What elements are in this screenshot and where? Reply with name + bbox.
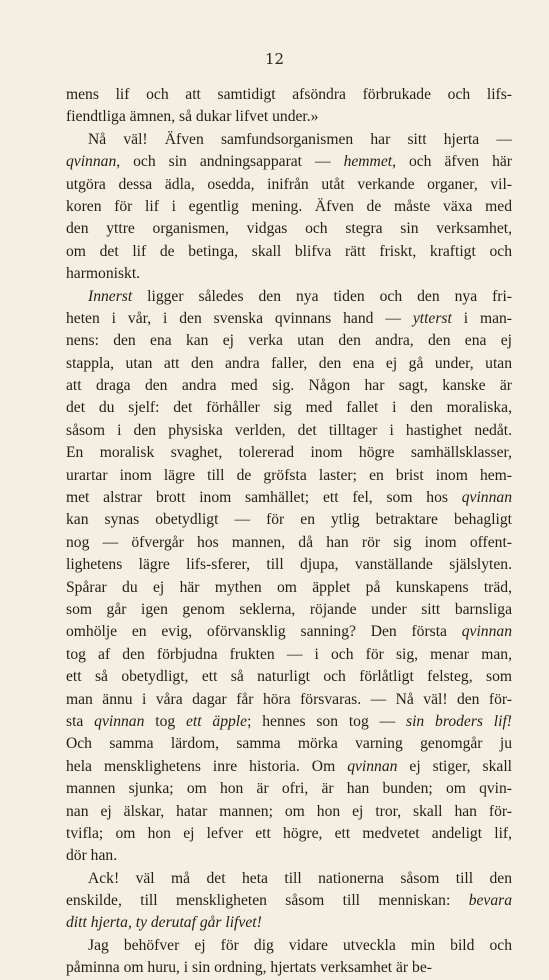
page-number: 12	[264, 50, 285, 68]
text-line: man ännu i våra dagar får höra försvaras. — Nå väl! den för-	[66, 690, 512, 708]
text-line: mens lif och att samtidigt afsöndra förbrukade och lifs-	[66, 86, 512, 103]
text-line: påminna om huru, i sin ordning, hjertats verksamhet är be-	[66, 959, 432, 977]
text-line: att draga den andra med sig. Någon har sagt, kanske är	[66, 377, 512, 395]
text-line: met alstrar brott inom samhället; ett fel, som hos qvinnan	[66, 489, 512, 507]
text-line: Spårar du ej här mythen om äpplet på kunskapens träd,	[66, 578, 512, 596]
text-line: nog — öfvergår hos mannen, då han rör sig inom offent-	[66, 533, 512, 551]
text-line: koren för lif i egentlig mening. Äfven de måste växa med	[66, 197, 512, 215]
text-line: nan ej älskar, hatar mannen; om hon ej tror, skall han för-	[66, 802, 512, 820]
text-line: mannen sjunka; om hon är ofri, är han bunden; om qvin-	[66, 780, 512, 798]
text-line: omhölje en evig, oförvansklig sanning? Den första qvinnan	[66, 623, 512, 641]
text-line: Och samma lärdom, samma mörka varning genomgår ju	[66, 735, 512, 753]
text-line: urartar inom lägre till de gröfsta laster; en brist inom hem-	[66, 466, 512, 484]
text-line: lighetens lägre lifs-sferer, till djupa, vanställande själslyten.	[66, 556, 512, 574]
text-line: den yttre organismen, vidgas och stegra sin verksamhet,	[66, 220, 512, 238]
text-line: ditt hjerta, ty derutaf går lifvet!	[66, 914, 262, 932]
text-line: stappla, utan att den andra faller, den ena ej gå under, utan	[66, 354, 512, 372]
body-text	[66, 84, 512, 980]
text-line: harmoniskt.	[66, 265, 141, 283]
text-line: Jag behöfver ej för dig vidare utveckla min bild och	[88, 936, 512, 954]
text-line: Innerst ligger således den nya tiden och den nya fri-	[88, 287, 512, 305]
text-line: enskilde, till menskligheten såsom till menniskan: bevara	[66, 892, 512, 910]
text-line: Ack! väl må det heta till nationerna såsom till den	[88, 869, 512, 887]
text-line: En moralisk svaghet, tolererad inom högre samhällsklasser,	[66, 444, 512, 462]
text-line: om det lif de betinga, skall blifva rätt friskt, kraftigt och	[66, 242, 512, 260]
text-line: qvinnan, och sin andningsapparat — hemmet, och äfven här	[66, 153, 512, 171]
text-line: hela mensklighetens inre historia. Om qvinnan ej stiger, skall	[66, 757, 512, 775]
text-line: tog af den förbjudna frukten — i och för sig, menar man,	[66, 645, 512, 663]
text-line: som går igen genom seklerna, röjande under sitt barnsliga	[66, 600, 512, 618]
text-line: Nå väl! Äfven samfundsorganismen har sitt hjerta —	[88, 130, 512, 148]
text-line: sta qvinnan tog ett äpple; hennes son tog — sin broders lif!	[66, 712, 512, 730]
text-line: heten i vår, i den svenska qvinnans hand — ytterst i man-	[66, 309, 512, 327]
text-line: det du sjelf: det förhåller sig med fallet i den moraliska,	[66, 399, 512, 417]
text-line: dör han.	[66, 847, 118, 865]
text-line: såsom i den physiska verlden, det tilltager i hastighet nedåt.	[66, 421, 512, 439]
text-line: fiendtliga ämnen, så dukar lifvet under.»	[66, 108, 319, 126]
text-line: ett så obetydligt, ett så naturligt och förlåtligt felsteg, som	[66, 668, 512, 686]
text-line: kan synas obetydligt — för en ytlig betraktare behagligt	[66, 511, 512, 529]
text-line: utgöra dessa ädla, osedda, inifrån utåt verkande organer, vil-	[66, 175, 512, 193]
text-line: nens: den ena kan ej verka utan den andra, den ena ej	[66, 332, 512, 350]
text-line: tvifla; om hon ej lefver ett högre, ett medvetet andeligt lif,	[66, 824, 512, 842]
